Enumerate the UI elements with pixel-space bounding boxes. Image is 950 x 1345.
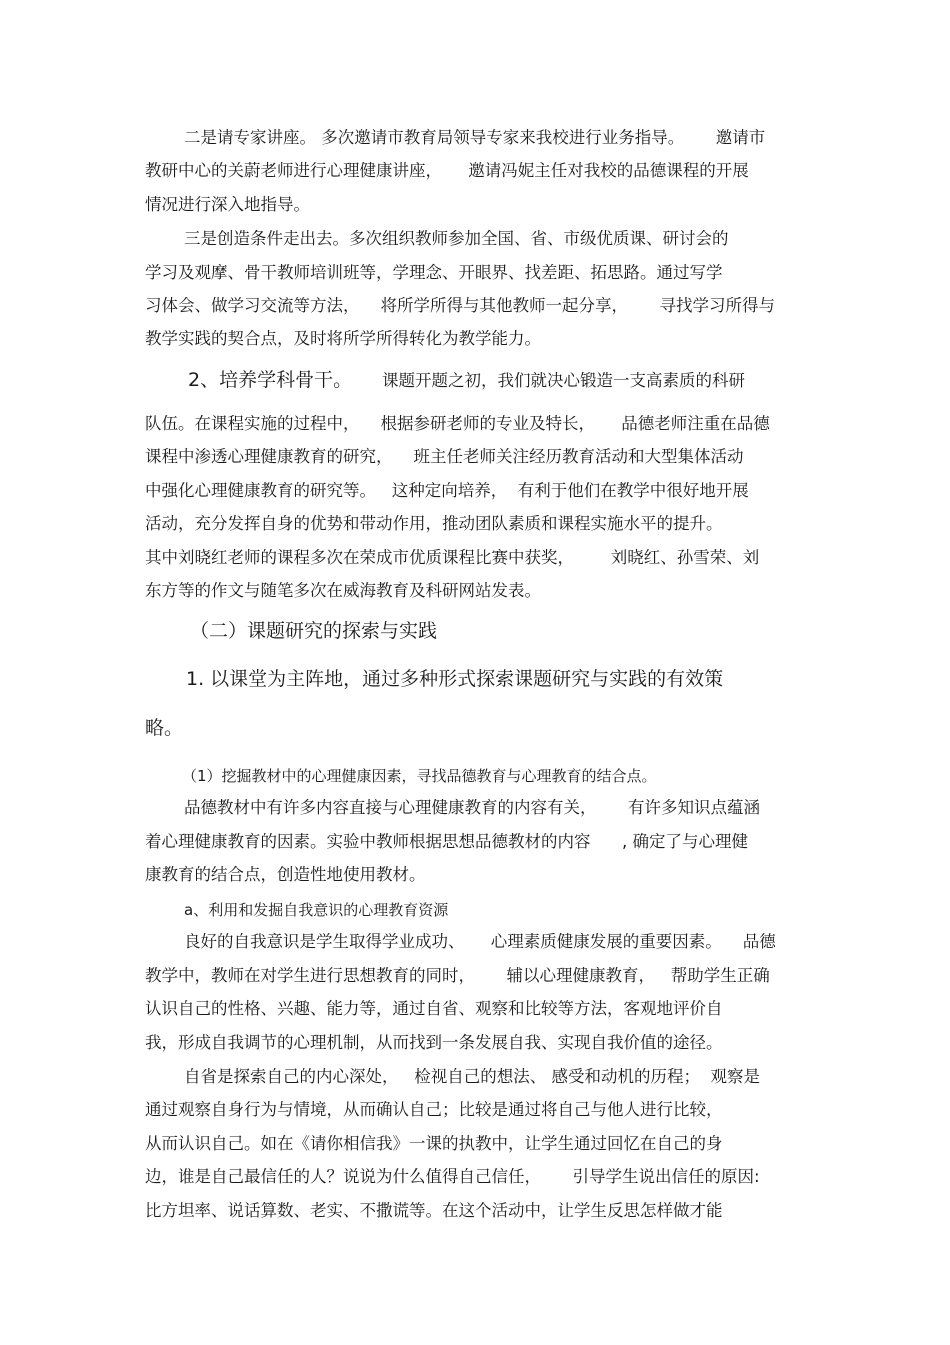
text-line: 课题开题之初，我们就决心锻造一支高素质的科研 (382, 371, 745, 390)
text-line: 品德教材中有许多内容直接与心理健康教育的内容有关， 有许多知识点蕴涵 (184, 798, 760, 817)
strategy-heading: 1. 以课堂为主阵地，通过多种形式探索课题研究与实践的有效策 (186, 668, 724, 690)
item-heading: a、利用和发掘自我意识的心理教育资源 (184, 901, 449, 919)
text-line: 其中刘晓红老师的课程多次在荣成市优质课程比赛中获奖， 刘晓红、孙雪荣、刘 (145, 548, 760, 567)
text-line: 习体会、做学习交流等方法， 将所学所得与其他教师一起分享， 寻找学习所得与 (145, 296, 775, 315)
text-line: 我，形成自我调节的心理机制，从而找到一条发展自我、实现自我价值的途径。 (145, 1033, 723, 1052)
item-heading: （1）挖掘教材中的心理健康因素，寻找品德教育与心理教育的结合点。 (182, 767, 657, 785)
text-line: 良好的自我意识是学生取得学业成功、 心理素质健康发展的重要因素。 品德 (184, 932, 776, 951)
section-heading: （二）课题研究的探索与实践 (190, 620, 438, 642)
text-line: 边，谁是自己最信任的人？说说为什么值得自己信任， 引导学生说出信任的原因: (145, 1167, 760, 1186)
subsection-heading: 2、培养学科骨干。 (188, 369, 353, 391)
text-line: 东方等的作文与随笔多次在威海教育及科研网站发表。 (145, 581, 541, 600)
text-line: 教学实践的契合点，及时将所学所得转化为教学能力。 (145, 329, 541, 348)
text-line: 课程中渗透心理健康教育的研究， 班主任老师关注经历教育活动和大型集体活动 (145, 447, 744, 466)
text-line: 情况进行深入地指导。 (145, 195, 310, 214)
text-line: 活动，充分发挥自身的优势和带动作用，推动团队素质和课程实施水平的提升。 (145, 514, 723, 533)
text-line: 学习及观摩、骨干教师培训班等，学理念、开眼界、找差距、拓思路。通过写学 (145, 263, 723, 282)
text-line: 着心理健康教育的因素。实验中教师根据思想品德教材的内容 , 确定了与心理健 (145, 832, 748, 851)
text-line: 二是请专家讲座。 多次邀请市教育局领导专家来我校进行业务指导。 邀请市 (184, 128, 766, 147)
text-line: 中强化心理健康教育的研究等。 这种定向培养， 有利于他们在教学中很好地开展 (145, 481, 749, 500)
text-line: 通过观察自身行为与情境，从而确认自己；比较是通过将自己与他人进行比较， (145, 1100, 723, 1119)
text-line: 认识自己的性格、兴趣、能力等，通过自省、观察和比较等方法，客观地评价自 (145, 999, 723, 1018)
text-line: 队伍。在课程实施的过程中， 根据参研老师的专业及特长， 品德老师注重在品德 (145, 414, 770, 433)
strategy-heading-cont: 略。 (145, 717, 184, 739)
text-line: 自省是探索自己的内心深处， 检视自己的想法、 感受和动机的历程； 观察是 (184, 1067, 760, 1086)
text-line: 从而认识自己。如在《请你相信我》一课的执教中，让学生通过回忆在自己的身 (145, 1134, 723, 1153)
text-line: 三是创造条件走出去。多次组织教师参加全国、省、市级优质课、研讨会的 (184, 229, 729, 248)
text-line: 比方坦率、说话算数、老实、不撒谎等。在这个活动中，让学生反思怎样做才能 (145, 1201, 723, 1220)
text-line: 康教育的结合点，创造性地使用教材。 (145, 865, 426, 884)
text-line: 教研中心的关蔚老师进行心理健康讲座， 邀请冯妮主任对我校的品德课程的开展 (145, 161, 749, 180)
text-line: 教学中，教师在对学生进行思想教育的同时， 辅以心理健康教育， 帮助学生正确 (145, 966, 770, 985)
